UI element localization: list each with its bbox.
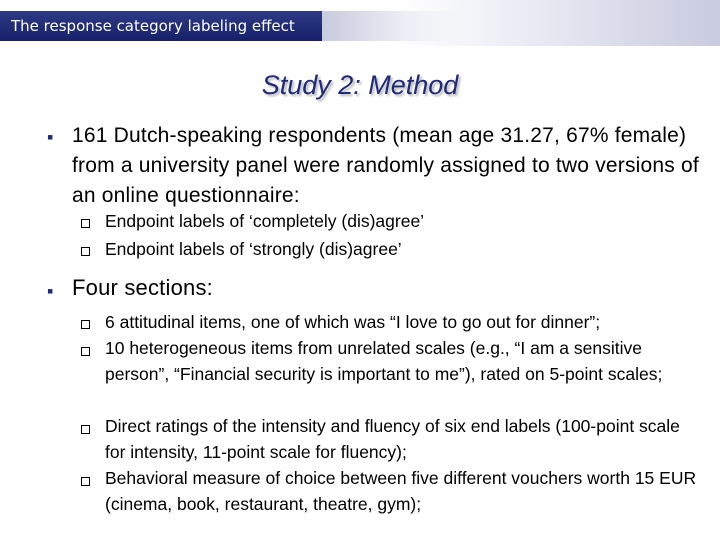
hollow-square-icon <box>81 219 90 228</box>
subitem-text: 10 heterogeneous items from unrelated scales (e.g., “I am a sensitive person”, “Financial security is important to me”), rated on 5-point scales; <box>105 338 663 384</box>
bullet-text: Four sections: <box>72 275 213 300</box>
header-title: The response category labeling effect <box>0 11 322 41</box>
square-bullet-icon: ▪ <box>47 281 54 301</box>
subitem-text: Behavioral measure of choice between five different vouchers worth 15 EUR (cinema, book, restaurant, theatre, gym); <box>105 468 697 514</box>
hollow-square-icon <box>81 347 90 356</box>
hollow-square-icon <box>81 477 90 486</box>
subitem-text: Endpoint labels of ‘strongly (dis)agree’ <box>105 239 402 259</box>
hollow-square-icon <box>81 425 90 434</box>
header-tab-fade <box>322 11 462 41</box>
hollow-square-icon <box>81 320 90 329</box>
subitem-text: Endpoint labels of ‘completely (dis)agree’ <box>105 211 425 231</box>
slide-heading: Study 2: Method <box>261 70 459 100</box>
subitem-text: 6 attitudinal items, one of which was “I love to go out for dinner”; <box>105 312 601 332</box>
square-bullet-icon: ▪ <box>47 127 54 147</box>
bullet-text: 161 Dutch-speaking respondents (mean age 31.27, 67% female) from a university panel were randomly assigned to two versions of an online questionnaire: <box>72 124 699 207</box>
subitem-text: Direct ratings of the intensity and fluency of six end labels (100-point scale for intensity, 11-point scale for fluency); <box>105 416 680 462</box>
hollow-square-icon <box>81 247 90 256</box>
